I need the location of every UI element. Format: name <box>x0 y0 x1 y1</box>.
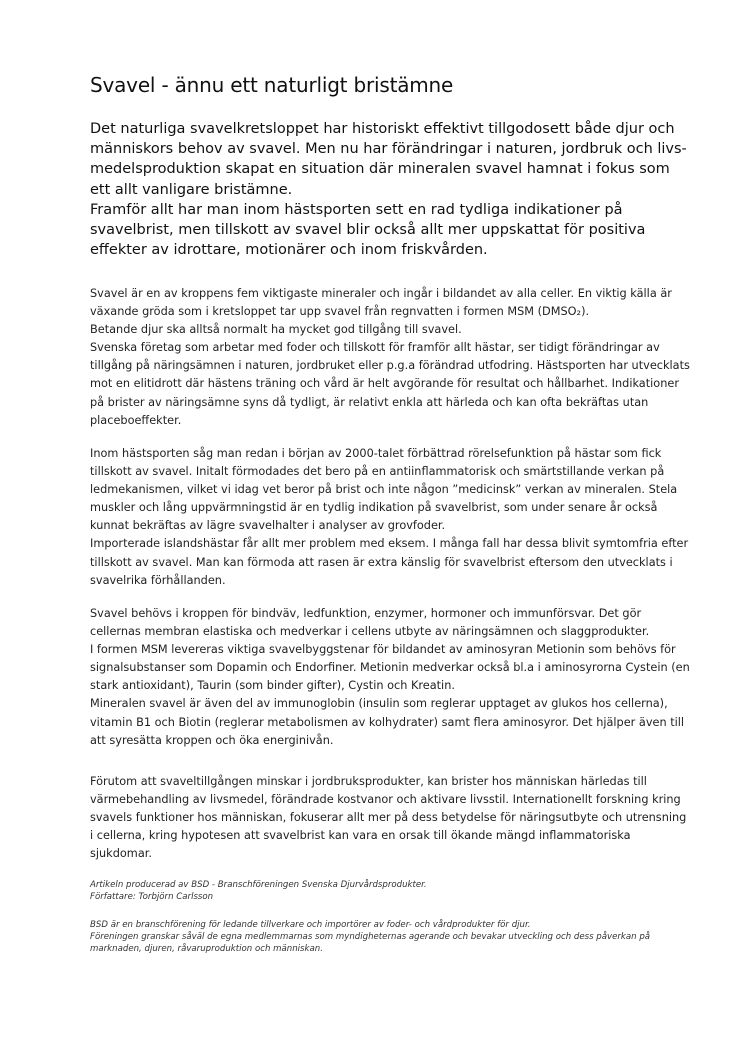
lead-text-1: Det naturliga svavelkretsloppet har historiskt effektivt tillgodosett både djur och människors behov av svavel. Men nu har förändringar i naturen, jordbruk och livs-medelsproduktion skapat en situation där mineralen svavel hamnat i fokus som ett allt vanligare bristämne. <box>90 121 687 198</box>
lead-text-2: Framför allt har man inom hästsporten sett en rad tydliga indikationer på svavelbrist, men tillskott av svavel blir också allt mer uppskattat för positiva effekter av idrottare, motionärer och inom friskvården. <box>90 201 646 259</box>
section-2 <box>90 445 690 590</box>
section-3 <box>90 605 690 750</box>
body-text: Inom hästsporten såg man redan i början av 2000-talet förbättrad rörelsefunktion på hästar som fick tillskott av svavel. Initalt förmodades det bero på en antiinflammatorisk och smärtstillande verkan på ledmekanismen, vilket vi idag vet beror på brist och inte någon ”medicinsk” verkan av mineralen. Stela muskler och lång uppvärmningstid är en tydlig indikation på svavelbrist, som under senare år också kunnat bekräftas av lägre svavelhalter i analyser av grovfoder. <box>90 447 678 533</box>
about-line: BSD är en branschförening för ledande tillverkare och importörer av foder- och vårdprodukter för djur. <box>90 920 531 930</box>
lead-paragraph <box>90 119 690 260</box>
credit-line: Artikeln producerad av BSD - Branschföreningen Svenska Djurvårdsprodukter. <box>90 880 427 890</box>
body-text: Svavel behövs i kroppen för bindväv, ledfunktion, enzymer, hormoner och immunförsvar. Det gör cellernas membran elastiska och medverkar i cellens utbyte av näringsämnen och slaggprodukter. <box>90 607 650 639</box>
body-text: I formen MSM levereras viktiga svavelbyggstenar för bildandet av aminosyran Metionin som behövs för signalsubstanser som Dopamin och Endorfiner. Metionin medverkar också bl.a i aminosyrorna Cystein (en stark antioxidant), Taurin (som binder gifter), Cystin och Kreatin. <box>90 643 690 693</box>
footer-credit <box>90 879 700 903</box>
body-text: Förutom att svaveltillgången minskar i jordbruksprodukter, kan brister hos människan härledas till värmebehandling av livsmedel, förändrade kostvanor och aktivare livsstil. Internationellt forskning kring svavels funktioner hos människan, fokuserar allt mer på dess betydelse för näringsutbyte och utrensning i cellerna, kring hypotesen att svavelbrist kan vara en orsak till ökande mängd inflammatoriska sjukdomar. <box>90 775 687 861</box>
body-text: Importerade islandshästar får allt mer problem med eksem. I många fall har dessa blivit symtomfria efter tillskott av svavel. Man kan förmoda att rasen är extra känslig för svavelbrist eftersom den utvecklats i svavelrika förhållanden. <box>90 537 689 587</box>
footer-about <box>90 919 700 956</box>
section-1 <box>90 285 690 430</box>
about-line: Föreningen granskar såväl de egna medlemmarnas som myndigheternas agerande och bevakar utveckling och dess påverkan på marknaden, djuren, råvaruproduktion och människan. <box>90 932 651 955</box>
page-title: Svavel - ännu ett naturligt bristämne <box>90 73 454 97</box>
body-text: Mineralen svavel är även del av immunoglobin (insulin som reglerar upptaget av glukos hos cellerna), vitamin B1 och Biotin (reglerar metabolismen av kolhydrater) samt flera aminosyror. Det hjälper även till att syresätta kroppen och öka energinivån. <box>90 697 685 747</box>
author-line: Författare: Torbjörn Carlsson <box>90 892 214 903</box>
body-text: Svavel är en av kroppens fem viktigaste mineraler och ingår i bildandet av alla celler. En viktig källa är växande gröda som i kretsloppet tar upp svavel från regnvatten i formen MSM (DMSO₂). <box>90 287 672 319</box>
body-text: Svenska företag som arbetar med foder och tillskott för framför allt hästar, ser tidigt förändringar av tillgång på näringsämnen i naturen, jordbruket eller p.g.a förändrad utfodring. Hästsporten har utvecklats mot en elitidrott där hästens träning och vård är helt avgörande för resultat och hållbarhet. Indikationer på brister av näringsämne syns då tydligt, är relativt enkla att härleda och kan ofta bekräftas utan placeboeffekter. <box>90 341 690 427</box>
section-4 <box>90 773 690 863</box>
body-text: Betande djur ska alltså normalt ha mycket god tillgång till svavel. <box>90 323 462 337</box>
